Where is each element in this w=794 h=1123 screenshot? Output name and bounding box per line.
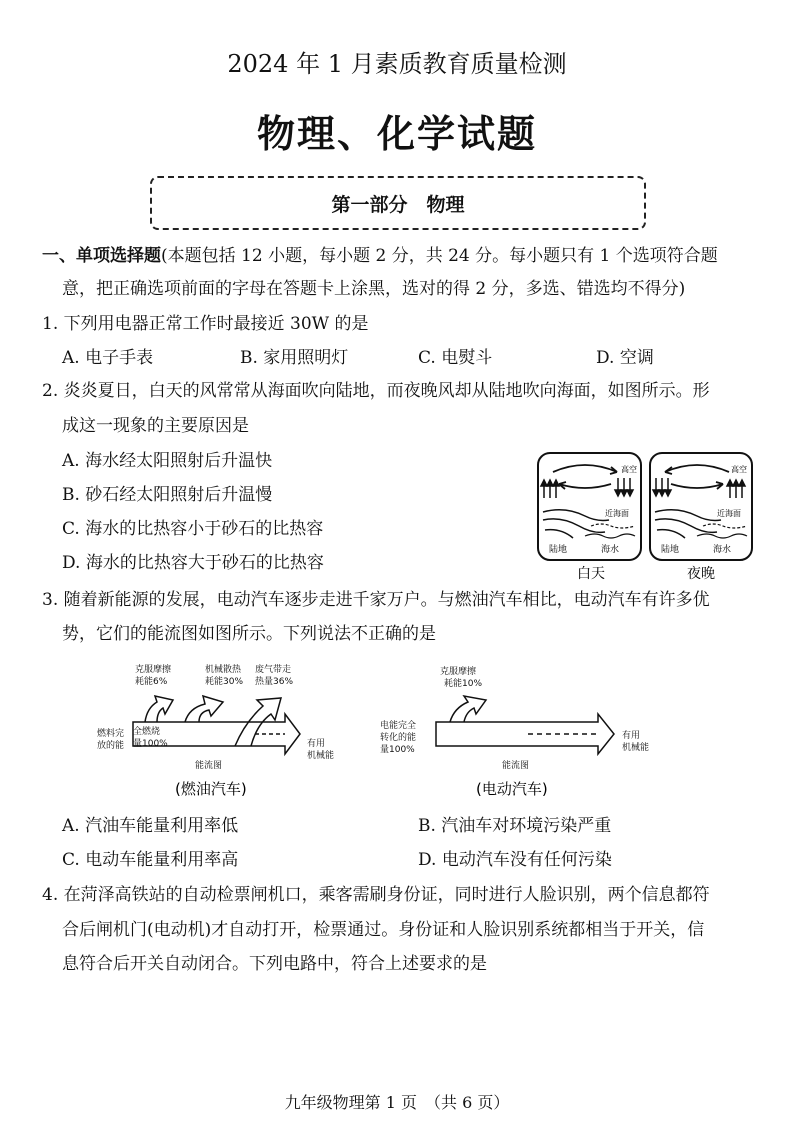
- q1-stem: 1. 下列用电器正常工作时最接近 30W 的是: [42, 314, 369, 334]
- q2-stem-line2: 成这一现象的主要原因是: [62, 416, 249, 436]
- electric-output-label-a: 有用: [622, 731, 641, 741]
- electric-loss-label-a: 克服摩擦: [440, 667, 477, 677]
- night-label-sea: 海水: [713, 545, 732, 555]
- q2-option-c: C. 海水的比热容小于砂石的比热容: [62, 519, 324, 539]
- q2-stem-line1: 2. 炎炎夏日，白天的风常常从海面吹向陆地，而夜晚风却从陆地吹向海面，如图所示。形: [42, 381, 710, 401]
- q3-stem-line1: 3. 随着新能源的发展，电动汽车逐步走进千家万户。与燃油汽车相比，电动汽车有许多优: [42, 590, 710, 610]
- night-label-near-sea: 近海面: [717, 509, 741, 518]
- page-footer: 九年级物理第 1 页 （共 6 页）: [284, 1093, 510, 1112]
- part1-heading: 一、单项选择题: [42, 246, 161, 266]
- electric-output-label-b: 机械能: [622, 743, 650, 753]
- fuel-input-label-c: 全燃烧: [133, 727, 161, 737]
- exam-title: 2024 年 1 月素质教育质量检测: [227, 50, 567, 78]
- day-label-high-altitude: 高空: [621, 465, 637, 474]
- fuel-chart-caption: (燃油汽车): [175, 780, 247, 798]
- electric-input-label-a: 电能完全: [380, 721, 417, 731]
- fuel-input-label-b: 放的能: [97, 741, 125, 751]
- electric-loss-label-b: 耗能10%: [444, 679, 483, 689]
- q2-option-d: D. 海水的比热容大于砂石的比热容: [62, 553, 324, 573]
- paper-title: 物理、化学试题: [256, 111, 537, 156]
- q1-option-c: C. 电熨斗: [418, 348, 493, 368]
- fuel-loss3-label-b: 热量36%: [255, 677, 294, 687]
- q3-option-b: B. 汽油车对环境污染严重: [418, 816, 612, 836]
- fuel-loss2-label-b: 耗能30%: [205, 677, 244, 687]
- q1-option-d: D. 空调: [596, 348, 654, 368]
- fuel-loss-arrow-2: [185, 696, 223, 722]
- fuel-input-label-a: 燃料完: [97, 729, 125, 739]
- electric-main-arrow: [436, 714, 614, 754]
- day-label-near-sea: 近海面: [605, 509, 629, 518]
- caption-night: 夜晚: [687, 566, 715, 582]
- caption-day: 白天: [577, 566, 605, 582]
- electric-car-energy-flow: [378, 662, 698, 802]
- q1-option-b: B. 家用照明灯: [240, 348, 349, 368]
- fuel-loss-arrow-1: [145, 696, 173, 722]
- q4-line3: 息符合后开关自动闭合。下列电路中，符合上述要求的是: [62, 954, 487, 974]
- electric-input-label-b: 转化的能: [380, 733, 417, 743]
- q3-option-a: A. 汽油车能量利用率低: [62, 816, 239, 836]
- q4-line1: 4. 在菏泽高铁站的自动检票闸机口，乘客需刷身份证，同时进行人脸识别，两个信息都符: [42, 885, 710, 905]
- electric-chart-caption: (电动汽车): [476, 780, 548, 798]
- fuel-car-energy-flow: [95, 662, 355, 802]
- part1-instructions-line2: 意，把正确选项前面的字母在答题卡上涂黑，选对的得 2 分，多选、错选均不得分): [62, 279, 686, 299]
- electric-loss-arrow: [450, 696, 486, 722]
- fuel-loss3-label-a: 废气带走: [255, 665, 292, 675]
- electric-chart-title: 能流图: [502, 761, 530, 771]
- electric-input-label-c: 量100%: [380, 745, 415, 755]
- q2-option-a: A. 海水经太阳照射后升温快: [62, 451, 273, 471]
- part1-instructions-line1: (本题包括 12 小题，每小题 2 分，共 24 分。每小题只有 1 个选项符合题: [161, 246, 718, 266]
- night-label-land: 陆地: [661, 545, 680, 555]
- fuel-input-label-d: 量100%: [133, 739, 168, 749]
- fuel-output-label-b: 机械能: [307, 751, 335, 761]
- q3-stem-line2: 势，它们的能流图如图所示。下列说法不正确的是: [62, 624, 436, 644]
- night-panel: [650, 453, 752, 560]
- q2-option-b: B. 砂石经太阳照射后升温慢: [62, 485, 273, 505]
- fuel-loss2-label-a: 机械散热: [205, 665, 242, 675]
- fuel-loss1-label-b: 耗能6%: [135, 677, 168, 687]
- q3-option-d: D. 电动汽车没有任何污染: [418, 850, 612, 870]
- q4-line2: 合后闸机门(电动机)才自动打开，检票通过。身份证和人脸识别系统都相当于开关，信: [62, 920, 705, 940]
- sea-land-breeze-figure: [535, 450, 755, 585]
- day-label-land: 陆地: [549, 545, 568, 555]
- night-label-high-altitude: 高空: [731, 465, 747, 474]
- fuel-loss1-label-a: 克服摩擦: [135, 665, 172, 675]
- q1-option-a: A. 电子手表: [62, 348, 154, 368]
- day-panel: [538, 453, 641, 560]
- part1-instructions: [42, 248, 718, 265]
- q3-option-c: C. 电动车能量利用率高: [62, 850, 239, 870]
- fuel-output-label-a: 有用: [307, 739, 326, 749]
- day-label-sea: 海水: [601, 545, 620, 555]
- section-title: 第一部分 物理: [331, 194, 465, 216]
- fuel-chart-title: 能流图: [195, 761, 223, 771]
